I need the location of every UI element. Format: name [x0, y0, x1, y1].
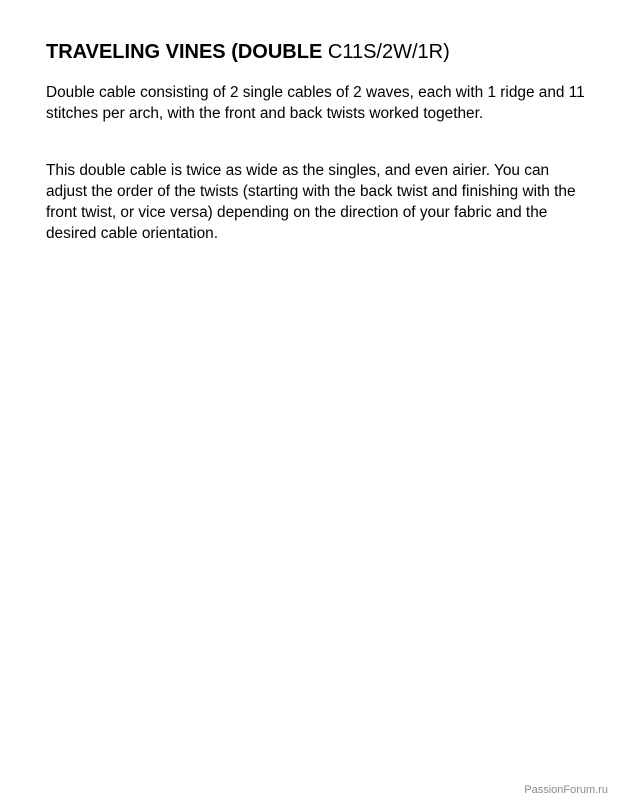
paragraph-details: This double cable is twice as wide as the singles, and even airier. You can adjust the order of the twists (starting with the back twist and finishing with the front twist, or vice versa) depending on the direction of your fabric and the desired cable orientation.: [46, 162, 576, 242]
title-bold-part: TRAVELING VINES (DOUBLE: [46, 41, 323, 63]
title-code-part: C11S/2W/1R): [327, 41, 450, 63]
page-title: [46, 39, 450, 65]
site-watermark: PassionForum.ru: [524, 784, 608, 796]
paragraph-description: Double cable consisting of 2 single cables of 2 waves, each with 1 ridge and 11 stitches per arch, with the front and back twists worked together.: [46, 84, 585, 122]
